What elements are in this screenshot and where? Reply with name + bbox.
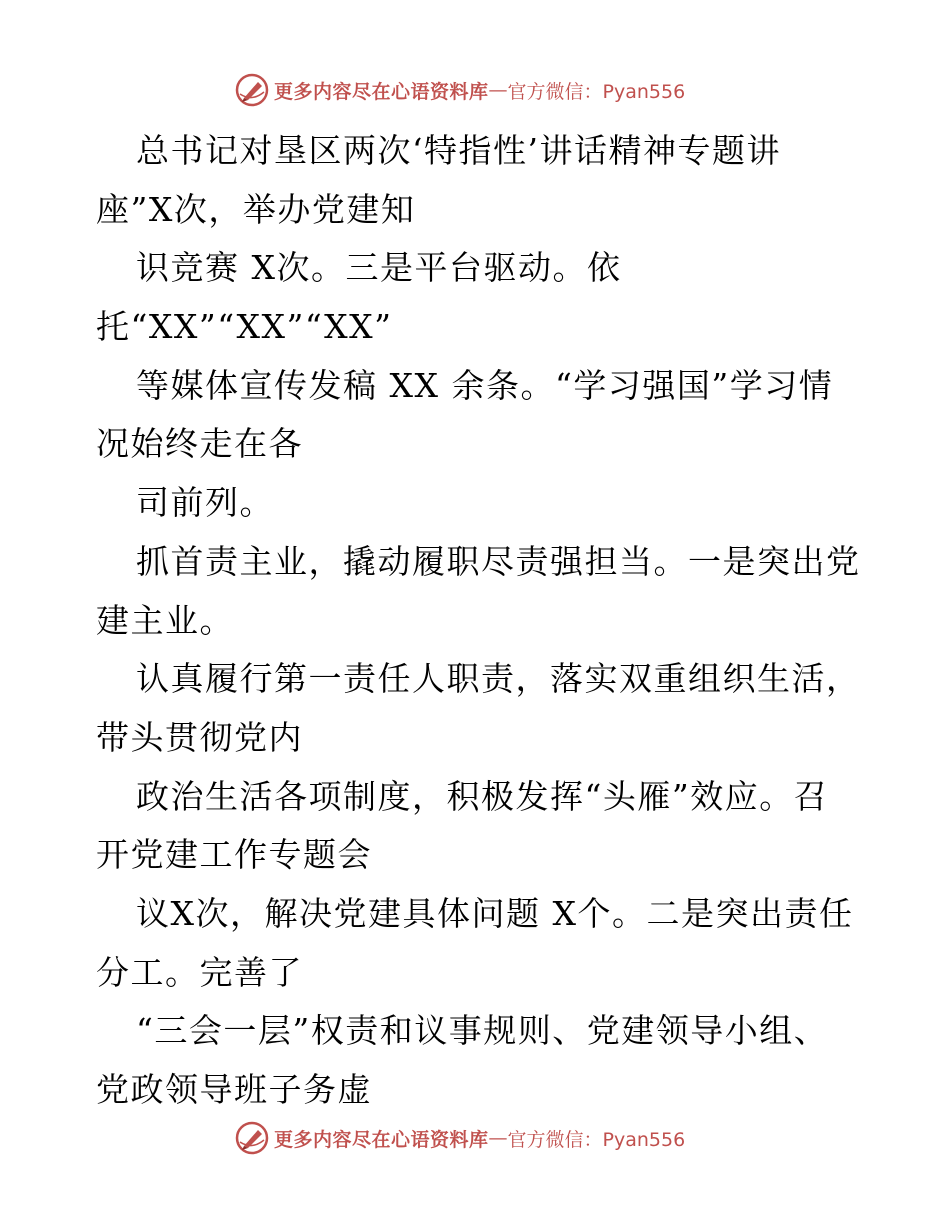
footer-separator: —: [488, 1127, 508, 1149]
text-line: 开党建工作专题会: [96, 835, 372, 875]
footer-watermark: [234, 1118, 714, 1158]
pen-logo-icon: [234, 1120, 270, 1156]
text-line: 托“XX”“XX”“XX”: [96, 307, 393, 347]
text-line: “三会一层”权责和议事规则、党建领导小组、: [136, 1011, 829, 1051]
header-watermark-text: 更多内容尽在心语资料库: [274, 80, 489, 103]
text-line: 等媒体宣传发稿 XX 余条。“学习强国”学习情: [136, 365, 834, 405]
footer-contact: 官方微信：Pyan556: [507, 1128, 686, 1151]
header-separator: —: [488, 79, 508, 101]
pen-logo-icon: [234, 72, 270, 108]
header-contact: 官方微信：Pyan556: [507, 80, 686, 103]
text-line: 识竞赛 X次。三是平台驱动。依: [136, 248, 622, 288]
header-watermark: [234, 70, 714, 110]
text-line: 抓首责主业，撬动履职尽责强担当。一是突出党: [136, 541, 861, 581]
footer-watermark-text: 更多内容尽在心语资料库: [274, 1128, 489, 1151]
text-line: 党政领导班子务虚: [96, 1070, 372, 1109]
text-line: 认真履行第一责任人职责，落实双重组织生活，: [136, 659, 861, 699]
text-line: 况始终走在各: [96, 424, 303, 464]
text-line: 政治生活各项制度，积极发挥“头雁”效应。召: [136, 776, 829, 816]
text-line: 议X次，解决党建具体问题 X个。二是突出责任: [136, 893, 854, 933]
text-line: 带头贯彻党内: [96, 717, 303, 757]
document-body: [96, 122, 866, 1120]
text-line: 司前列。: [136, 483, 274, 523]
text-line: 总书记对垦区两次‘特指性’讲话精神专题讲: [136, 131, 781, 170]
text-line: 座”X次，举办党建知: [96, 189, 416, 229]
text-line: 建主业。: [96, 600, 234, 640]
text-line: 分工。完善了: [96, 952, 303, 992]
